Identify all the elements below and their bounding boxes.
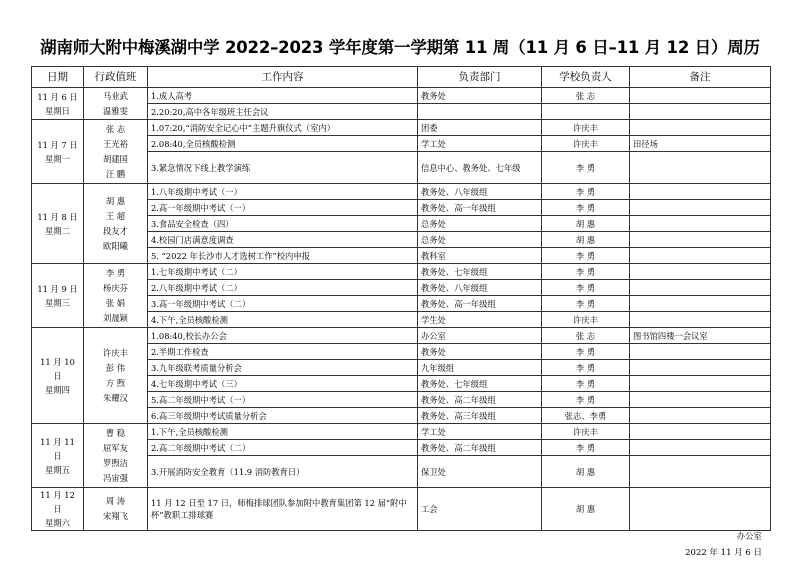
date-label: 11 月 12 日 <box>40 490 75 514</box>
duty-person-name: 张 志 <box>105 123 126 134</box>
notes-cell <box>630 184 771 200</box>
leader-cell: 张 志 <box>542 88 630 104</box>
notes-cell <box>630 248 771 264</box>
department-cell: 学生处 <box>418 312 542 328</box>
department-cell: 教务处、八年级组 <box>418 280 542 296</box>
duty-person-name: 刘晟颖 <box>103 312 128 323</box>
leader-cell: 许庆丰 <box>542 120 630 136</box>
notes-cell: 图书馆四楼一会议室 <box>630 328 771 344</box>
content-cell: 4.校园门店满意度调查 <box>148 232 418 248</box>
date-cell <box>32 328 84 424</box>
notes-cell <box>630 344 771 360</box>
content-cell: 5.高二年级期中考试（一） <box>148 392 418 408</box>
leader-cell: 胡 惠 <box>542 232 630 248</box>
table-row <box>32 88 771 104</box>
duty-person-name: 胡建国 <box>103 153 128 164</box>
notes-cell <box>630 104 771 120</box>
date-cell <box>32 488 84 531</box>
leader-cell: 胡 惠 <box>542 216 630 232</box>
date-cell <box>32 184 84 264</box>
table-row <box>32 424 771 440</box>
notes-cell <box>630 216 771 232</box>
duty-cell <box>84 424 148 488</box>
content-cell: 2.高二年级期中考试（二） <box>148 440 418 456</box>
content-cell: 3.食品安全检查（四） <box>148 216 418 232</box>
notes-cell: 田径场 <box>630 136 771 152</box>
schedule-body <box>32 88 771 531</box>
duty-person-name: 欧阳曦 <box>103 240 128 251</box>
leader-cell: 李 勇 <box>542 264 630 280</box>
column-header-date: 日期 <box>32 67 84 88</box>
notes-cell <box>630 408 771 424</box>
notes-cell <box>630 280 771 296</box>
leader-cell: 李 勇 <box>542 248 630 264</box>
table-row <box>32 264 771 280</box>
department-cell: 教务处、七年级组 <box>418 376 542 392</box>
weekday-label: 星期二 <box>45 225 70 236</box>
table-row <box>32 184 771 200</box>
notes-cell <box>630 376 771 392</box>
duty-cell <box>84 120 148 184</box>
date-label: 11 月 9 日 <box>37 283 78 294</box>
department-cell: 办公室 <box>418 328 542 344</box>
notes-cell <box>630 424 771 440</box>
content-cell: 2.八年级期中考试（二） <box>148 280 418 296</box>
duty-person-name: 王 超 <box>105 210 126 221</box>
weekly-schedule-table <box>31 66 771 531</box>
notes-cell <box>630 120 771 136</box>
content-cell: 3.高一年级期中考试（二） <box>148 296 418 312</box>
leader-cell: 许庆丰 <box>542 424 630 440</box>
weekday-label: 星期三 <box>45 297 70 308</box>
duty-person-name: 段友才 <box>103 225 128 236</box>
duty-cell <box>84 328 148 424</box>
content-cell: 4.下午,全员核酸检测 <box>148 312 418 328</box>
department-cell: 信息中心、教务处、七年级 <box>418 152 542 184</box>
leader-cell: 许庆丰 <box>542 312 630 328</box>
leader-cell: 李 勇 <box>542 360 630 376</box>
duty-person-name: 胡 惠 <box>105 195 126 206</box>
department-cell: 工会 <box>418 488 542 531</box>
department-cell: 团委 <box>418 120 542 136</box>
department-cell: 教务处、高二年级组 <box>418 392 542 408</box>
weekday-label: 星期五 <box>45 464 70 475</box>
notes-cell <box>630 88 771 104</box>
duty-person-name: 曹 稳 <box>105 427 126 438</box>
notes-cell <box>630 488 771 531</box>
content-cell: 1.成人高考 <box>148 88 418 104</box>
leader-cell: 李 勇 <box>542 440 630 456</box>
duty-cell <box>84 488 148 531</box>
department-cell <box>418 104 542 120</box>
content-cell: 6.高三年级期中考试质量分析会 <box>148 408 418 424</box>
content-cell: 2.半期工作检查 <box>148 344 418 360</box>
leader-cell: 李 勇 <box>542 296 630 312</box>
leader-cell: 李 勇 <box>542 344 630 360</box>
column-header-content: 工作内容 <box>148 67 418 88</box>
weekday-label: 星期四 <box>45 384 70 395</box>
duty-person-name: 周 涛 <box>105 496 126 506</box>
content-cell: 2.08:40,全员核酸检测 <box>148 136 418 152</box>
duty-person-name: 许庆丰 <box>103 347 128 358</box>
notes-cell <box>630 440 771 456</box>
department-cell: 总务处 <box>418 232 542 248</box>
duty-person-name: 王光裕 <box>103 138 128 149</box>
table-row <box>32 328 771 344</box>
duty-cell <box>84 264 148 328</box>
department-cell: 总务处 <box>418 216 542 232</box>
weekday-label: 星期六 <box>45 518 70 528</box>
leader-cell: 胡 惠 <box>542 488 630 531</box>
department-cell: 教科室 <box>418 248 542 264</box>
department-cell: 教务处、高一年级组 <box>418 200 542 216</box>
content-cell: 3.开展消防安全教育（11.9 消防教育日） <box>148 456 418 488</box>
notes-cell <box>630 312 771 328</box>
duty-cell <box>84 88 148 120</box>
duty-person-name: 方 煦 <box>105 377 126 388</box>
duty-person-name: 冯宙强 <box>103 472 128 483</box>
content-cell: 4.七年级期中考试（三） <box>148 376 418 392</box>
department-cell: 教务处 <box>418 88 542 104</box>
leader-cell: 李 勇 <box>542 152 630 184</box>
content-cell: 1.七年级期中考试（二） <box>148 264 418 280</box>
column-header-notes: 备注 <box>630 67 771 88</box>
department-cell: 教务处、高二年级组 <box>418 440 542 456</box>
department-cell: 教务处、高一年级组 <box>418 296 542 312</box>
leader-cell <box>542 104 630 120</box>
table-row <box>32 120 771 136</box>
duty-person-name: 宋翔飞 <box>103 511 128 521</box>
weekday-label: 星期一 <box>45 153 70 164</box>
department-cell: 九年级组 <box>418 360 542 376</box>
weekday-label: 星期日 <box>45 105 70 116</box>
duty-person-name: 李 勇 <box>105 267 126 278</box>
notes-cell <box>630 296 771 312</box>
duty-person-name: 张 娟 <box>105 297 126 308</box>
duty-person-name: 汪 鹏 <box>105 168 126 179</box>
notes-cell <box>630 200 771 216</box>
leader-cell: 张 志 <box>542 328 630 344</box>
department-cell: 保卫处 <box>418 456 542 488</box>
date-label: 11 月 8 日 <box>37 211 78 222</box>
duty-person-name: 温雅雯 <box>103 105 128 116</box>
content-cell: 11 月 12 日至 17 日，师梅排球团队参加附中教育集团第 12 届“附中杯”教职工排球赛 <box>148 488 418 531</box>
date-label: 11 月 7 日 <box>37 139 78 150</box>
notes-cell <box>630 264 771 280</box>
date-cell <box>32 120 84 184</box>
department-cell: 教务处、高三年级组 <box>418 408 542 424</box>
footer-date: 2022 年 11 月 6 日 <box>685 548 762 558</box>
content-cell: 3.九年级联考质量分析会 <box>148 360 418 376</box>
duty-person-name: 屈军友 <box>103 442 128 453</box>
content-cell: 1.07:20,“消防安全记心中”主题升旗仪式（室内） <box>148 120 418 136</box>
leader-cell: 李 勇 <box>542 184 630 200</box>
duty-person-name: 罗煦洁 <box>103 457 128 468</box>
table-row <box>32 488 771 531</box>
notes-cell <box>630 456 771 488</box>
notes-cell <box>630 392 771 408</box>
leader-cell: 胡 惠 <box>542 456 630 488</box>
content-cell: 5. “2022 年长沙市人才选树工作”校内申报 <box>148 248 418 264</box>
table-header-row <box>32 67 771 88</box>
date-cell <box>32 424 84 488</box>
notes-cell <box>630 152 771 184</box>
date-label: 11 月 10 日 <box>40 356 75 381</box>
content-cell: 2.20:20,高中各年级班主任会议 <box>148 104 418 120</box>
notes-cell <box>630 232 771 248</box>
department-cell: 学工处 <box>418 424 542 440</box>
content-cell: 2.高一年级期中考试（一） <box>148 200 418 216</box>
duty-person-name: 彭 伟 <box>105 362 126 373</box>
duty-person-name: 杨庆芬 <box>103 282 128 293</box>
duty-person-name: 马业武 <box>103 90 128 101</box>
page-title: 湖南师大附中梅溪湖中学 2022–2023 学年度第一学期第 11 周（11 月 6 日–11 月 12 日）周历 <box>40 38 760 57</box>
date-cell <box>32 88 84 120</box>
duty-person-name: 朱耀汉 <box>103 392 128 403</box>
notes-cell <box>630 360 771 376</box>
leader-cell: 李 勇 <box>542 392 630 408</box>
content-cell: 1.08:40,校长办公会 <box>148 328 418 344</box>
date-label: 11 月 6 日 <box>37 91 78 102</box>
department-cell: 学工处 <box>418 136 542 152</box>
leader-cell: 李 勇 <box>542 280 630 296</box>
content-cell: 1.八年级期中考试（一） <box>148 184 418 200</box>
date-label: 11 月 11 日 <box>40 436 75 461</box>
leader-cell: 李 勇 <box>542 376 630 392</box>
leader-cell: 张志、李勇 <box>542 408 630 424</box>
duty-cell <box>84 184 148 264</box>
department-cell: 教务处 <box>418 344 542 360</box>
footer-office: 办公室 <box>736 532 762 542</box>
column-header-leader: 学校负责人 <box>542 67 630 88</box>
content-cell: 1.下午,全员核酸检测 <box>148 424 418 440</box>
department-cell: 教务处、八年级组 <box>418 184 542 200</box>
column-header-duty: 行政值班 <box>84 67 148 88</box>
department-cell: 教务处、七年级组 <box>418 264 542 280</box>
column-header-department: 负责部门 <box>418 67 542 88</box>
content-cell: 3.紧急情况下线上教学演练 <box>148 152 418 184</box>
leader-cell: 李 勇 <box>542 200 630 216</box>
date-cell <box>32 264 84 328</box>
leader-cell: 许庆丰 <box>542 136 630 152</box>
